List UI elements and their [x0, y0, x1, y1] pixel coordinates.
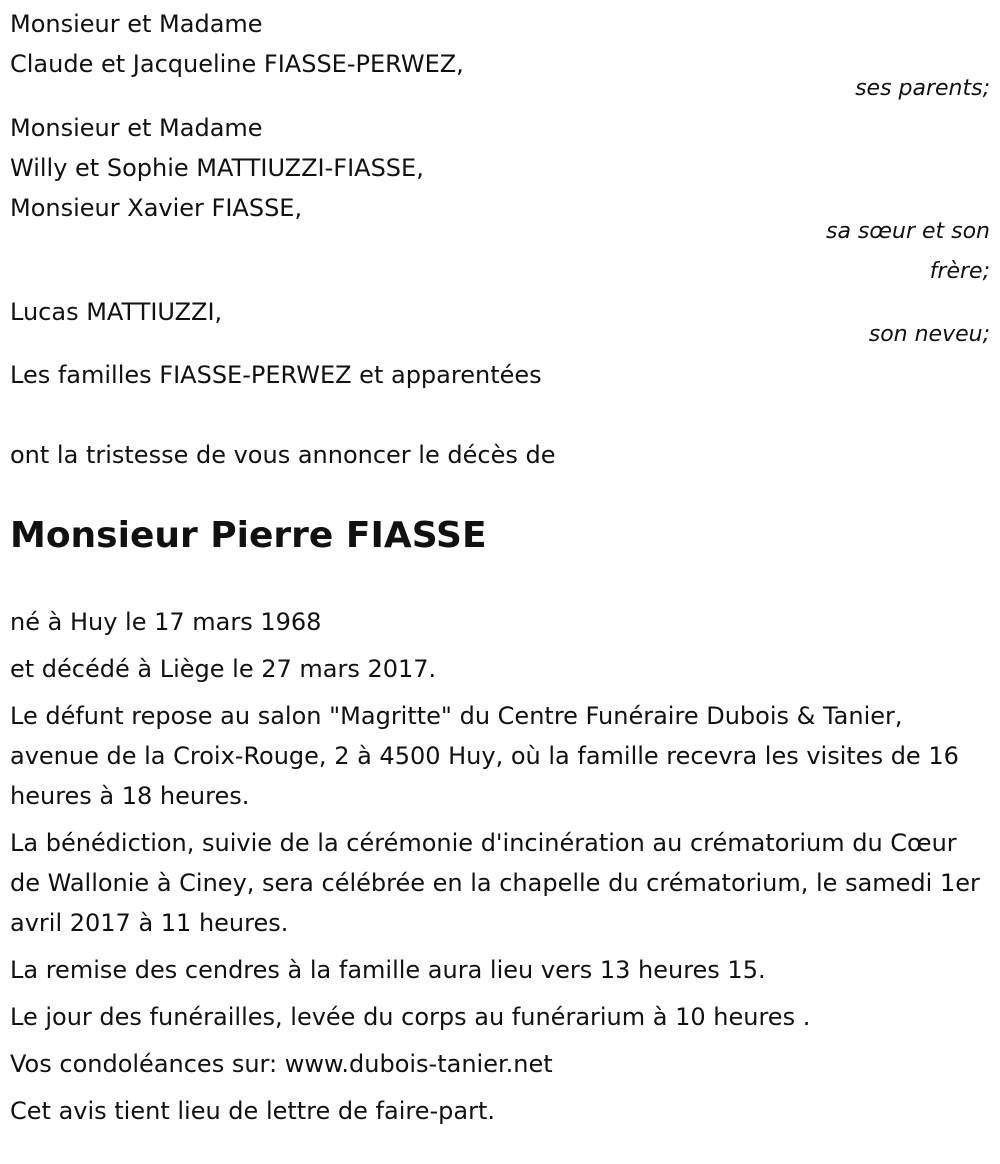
parents-block	[10, 4, 990, 84]
funeral-day-paragraph: Le jour des funérailles, levée du corps au funérarium à 10 heures .	[10, 1003, 811, 1031]
families-line: Les familles FIASSE-PERWEZ et apparentées	[10, 361, 542, 389]
ashes-paragraph: La remise des cendres à la famille aura lieu vers 13 heures 15.	[10, 956, 766, 984]
death-line: et décédé à Liège le 27 mars 2017.	[10, 655, 437, 683]
siblings-block	[10, 108, 990, 228]
parents-names: Claude et Jacqueline FIASSE-PERWEZ,	[10, 50, 464, 78]
details-block	[10, 602, 990, 1138]
brother-name: Monsieur Xavier FIASSE,	[10, 194, 303, 222]
birth-line: né à Huy le 17 mars 1968	[10, 608, 322, 636]
nephew-name: Lucas MATTIUZZI,	[10, 298, 223, 326]
nephew-role: son neveu;	[868, 322, 990, 347]
siblings-role-line1: sa sœur et son	[825, 219, 990, 244]
repose-paragraph: Le défunt repose au salon "Magritte" du Centre Funéraire Dubois & Tanier, avenue de la Croix-Rouge, 2 à 4500 Huy, où la famille recevra les visites de 16 heures à 18 heures.	[10, 702, 959, 810]
ceremony-paragraph: La bénédiction, suivie de la cérémonie d'incinération au crématorium du Cœur de Wallonie à Ciney, sera célébrée en la chapelle du crématorium, le samedi 1er avril 2017 à 11 heures.	[10, 829, 980, 937]
parents-role: ses parents;	[855, 76, 990, 101]
siblings-title: Monsieur et Madame	[10, 114, 263, 142]
parents-title: Monsieur et Madame	[10, 10, 263, 38]
siblings-role-line2: frère;	[929, 259, 990, 284]
deceased-name: Monsieur Pierre FIASSE	[10, 515, 487, 556]
siblings-names: Willy et Sophie MATTIUZZI-FIASSE,	[10, 154, 424, 182]
condolences-paragraph: Vos condoléances sur: www.dubois-tanier.net	[10, 1050, 553, 1078]
notice-paragraph: Cet avis tient lieu de lettre de faire-part.	[10, 1097, 495, 1125]
announcement-line: ont la tristesse de vous annoncer le décès de	[10, 441, 556, 469]
